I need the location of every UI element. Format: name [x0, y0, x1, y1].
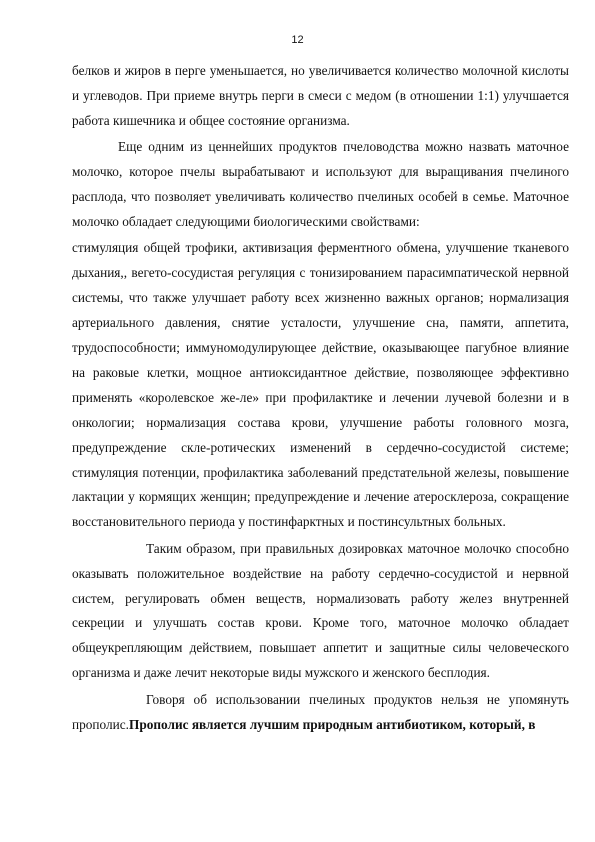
body-text — [72, 59, 569, 739]
paragraph-royal-jelly-intro: Еще одним из ценнейших продуктов пчеловодства можно назвать маточное молочко, которое пчелы вырабатывают и используют для выращивания пчелиного расплода, что позволяет увеличивать количество пчелиных особей в семье. Маточное молочко обладает следующими биологическими свойствами: — [72, 139, 569, 229]
paragraph-propolis — [72, 688, 569, 738]
propolis-bold-text: Прополис является лучшим природным антибиотиком, который, в — [128, 716, 536, 732]
paragraph-perga: белков и жиров в перге уменьшается, но увеличивается количество молочной кислоты и углеводов. При приеме внутрь перги в смеси с медом (в отношении 1:1) улучшается работа кишечника и общее состояние организма. — [72, 63, 569, 128]
paragraph-royal-jelly-conclusion: Таким образом, при правильных дозировках маточное молочко способно оказывать положительное воздействие на работу сердечно-сосудистой и нервной систем, регулировать обмен веществ, нормализовать работу желез внутренней секреции и улучшать состав крови. Кроме того, маточное молочко обладает общеукрепляющим действием, повышает аппетит и защитные силы человеческого организма и даже лечит некоторые виды мужского и женского бесплодия. — [72, 540, 569, 681]
page-number: 12 — [291, 34, 304, 46]
paragraph-royal-jelly-properties: стимуляция общей трофики, активизация ферментного обмена, улучшение тканевого дыхания,, вегето-сосудистая регуляция с тонизированием парасимпатической нервной системы, что также улучшает работу всех жизненно важных органов; нормализация артериального давления, снятие усталости, улучшение сна, памяти, аппетита, трудоспособности; иммуномодулирующее действие, оказывающее пагубное влияние на раковые клетки, мощное антиоксидантное действие, позволяющее эффективно применять «королевское же-ле» при профилактике и лечении лучевой болезни и в онкологии; нормализация состава крови, улучшение работы головного мозга, предупреждение скле-ротических изменений в сердечно-сосудистой системе; стимуляция потенции, профилактика заболеваний предстательной железы, повышение лактации у кормящих женщин; предупреждение и лечение атеросклероза, сокращение восстановительного периода у постинфарктных и постинсультных больных. — [72, 240, 569, 530]
propolis-intro-text: Говоря об использовании пчелиных продуктов нельзя не упомянуть прополис. — [72, 691, 569, 732]
